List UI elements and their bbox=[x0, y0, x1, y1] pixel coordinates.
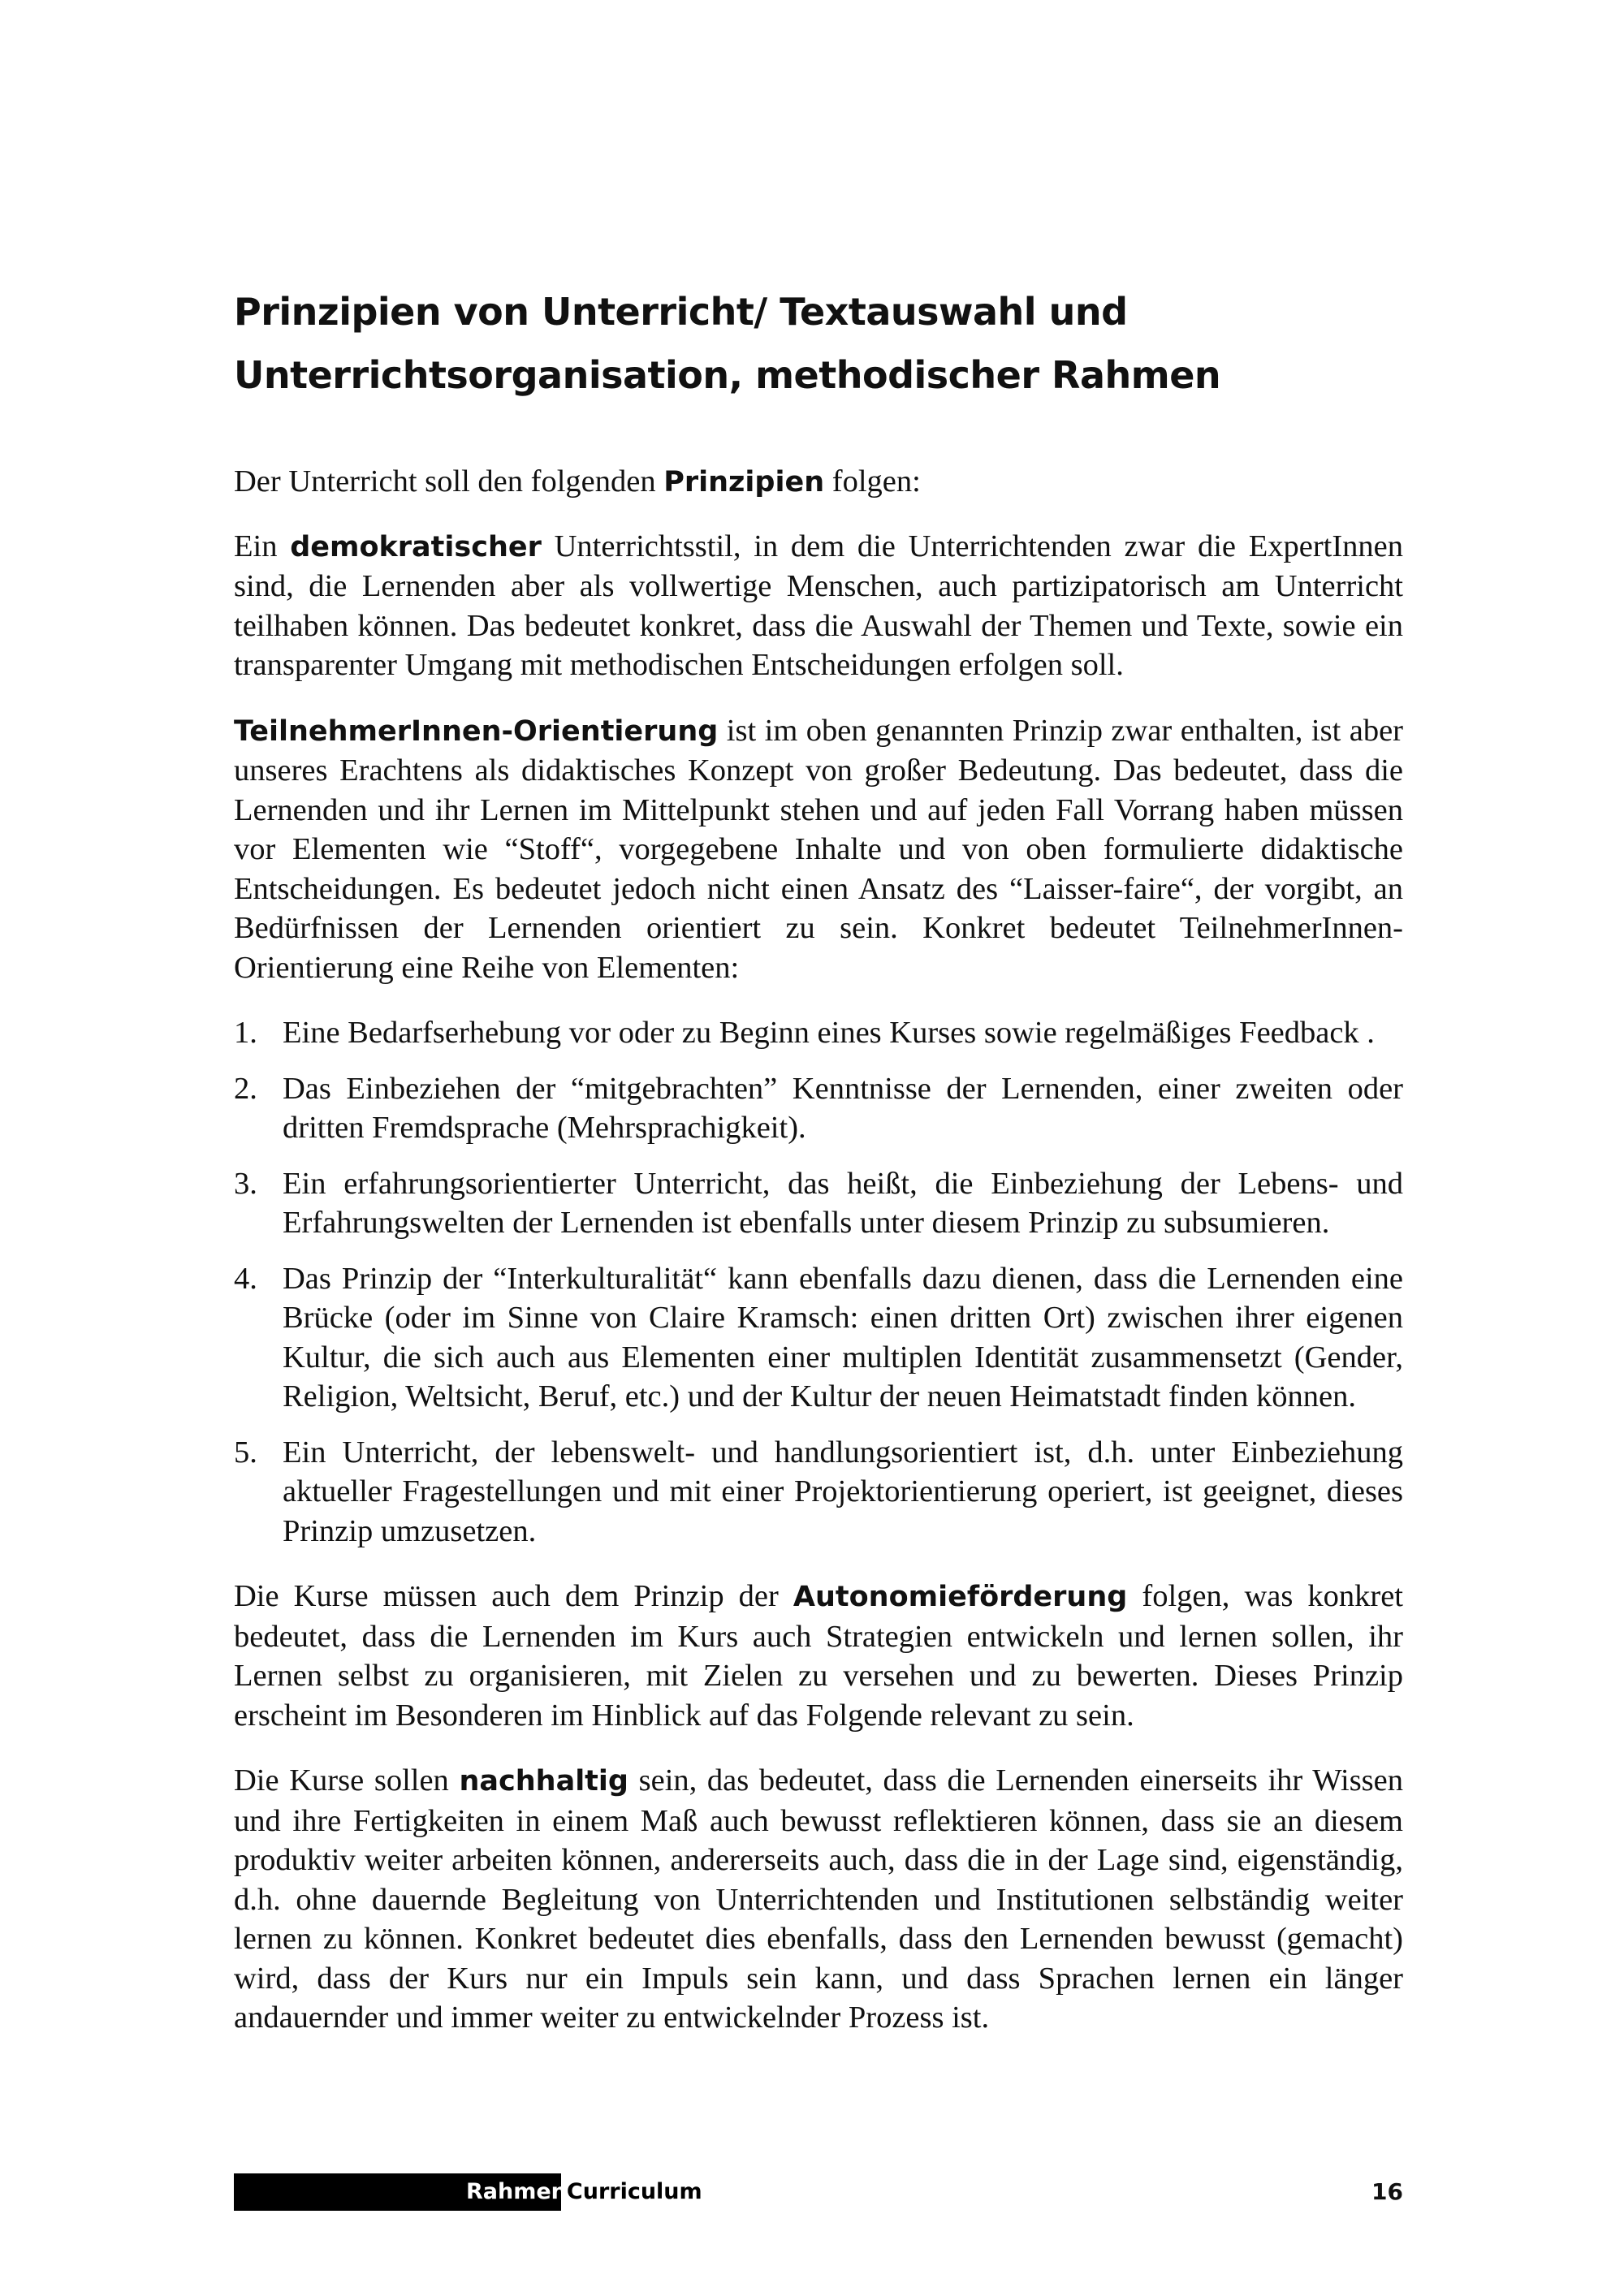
list-item bbox=[234, 1069, 1403, 1148]
keyword-demokratischer: demokratischer bbox=[290, 530, 542, 563]
footer-brand-part-rahmen: Rahmen bbox=[466, 2179, 567, 2204]
list-item-number: 2. bbox=[234, 1071, 257, 1106]
list-item-text: Ein erfahrungsorientierter Unterricht, das heißt, die Einbeziehung der Lebens- und Erfahrungswelten der Lernenden ist ebenfalls unter diesem Prinzip zu subsumieren. bbox=[283, 1166, 1403, 1240]
footer-brand bbox=[466, 2173, 702, 2211]
footer-brand-part-curriculum: Curriculum bbox=[566, 2179, 702, 2204]
sustainable-text-before: Die Kurse sollen bbox=[234, 1763, 460, 1798]
page-footer bbox=[234, 2173, 1403, 2211]
intro-text-after: folgen: bbox=[824, 464, 921, 498]
autonomy-text-before: Die Kurse müssen auch dem Prinzip der bbox=[234, 1579, 793, 1613]
list-item bbox=[234, 1433, 1403, 1552]
elements-list bbox=[234, 1013, 1403, 1551]
sustainable-text-after: sein, das bedeutet, dass die Lernenden einerseits ihr Wissen und ihre Fertigkeiten in einem Maß auch bewusst reflektieren können, dass sie an diesem produktiv weiter arbeiten können, andererseits auch, dass die in der Lage sind, eigenständig, d.h. ohne dauernde Begleitung von Unterrichtenden und Institutionen selbständig weiter lernen zu können. Konkret bedeutet dies ebenfalls, dass den Lernenden bewusst (gemacht) wird, dass der Kurs nur ein Impuls sein kann, und dass Sprachen lernen ein länger andauernder und immer weiter zu entwickelnder Prozess ist. bbox=[234, 1763, 1403, 2035]
title-line-2: Unterrichtsorganisation, methodischer Rahmen bbox=[234, 353, 1221, 397]
intro-paragraph bbox=[234, 462, 1403, 503]
keyword-nachhaltig: nachhaltig bbox=[459, 1765, 628, 1798]
keyword-autonomiefoerderung: Autonomieförderung bbox=[793, 1581, 1128, 1613]
intro-text-before: Der Unterricht soll den folgenden bbox=[234, 464, 664, 498]
keyword-teilnehmerinnen-orientierung: TeilnehmerInnen-Orientierung bbox=[234, 714, 719, 748]
participant-orientation-paragraph bbox=[234, 711, 1403, 988]
autonomy-paragraph bbox=[234, 1577, 1403, 1735]
list-item-text: Das Prinzip der “Interkulturalität“ kann ebenfalls dazu dienen, dass die Lernenden eine Brücke (oder im Sinne von Claire Kramsch: einen dritten Ort) zwischen ihrer eigenen Kultur, die sich auch aus Elementen einer multiplen Identität zusammensetzt (Gender, Religion, Weltsicht, Beruf, etc.) und der Kultur der neuen Heimatstadt finden können. bbox=[283, 1261, 1403, 1413]
sustainability-paragraph bbox=[234, 1761, 1403, 2038]
list-item bbox=[234, 1164, 1403, 1243]
page-content bbox=[234, 280, 1403, 2064]
democratic-text-after: Unterrichtsstil, in dem die Unterrichtenden zwar die ExpertInnen sind, die Lernenden aber als vollwertige Menschen, auch partizipatorisch am Unterricht teilhaben können. Das bedeutet konkret, dass die Auswahl der Themen und Texte, sowie ein transparenter Umgang mit methodischen Entscheidungen erfolgen soll. bbox=[234, 529, 1403, 682]
list-item-number: 1. bbox=[234, 1016, 257, 1050]
list-item-number: 3. bbox=[234, 1166, 257, 1201]
keyword-prinzipien: Prinzipien bbox=[663, 466, 825, 498]
list-item-text: Das Einbeziehen der “mitgebrachten” Kenntnisse der Lernenden, einer zweiten oder dritten Fremdsprache (Mehrsprachigkeit). bbox=[283, 1071, 1403, 1145]
list-item-number: 4. bbox=[234, 1261, 257, 1296]
list-item bbox=[234, 1259, 1403, 1417]
participant-text-after: ist im oben genannten Prinzip zwar enthalten, ist aber unseres Erachtens als didaktisches Konzept von großer Bedeutung. Das bedeutet, dass die Lernenden und ihr Lernen im Mittelpunkt stehen und auf jeden Fall Vorrang haben müssen vor Elementen wie “Stoff“, vorgegebene Inhalte und von oben formulierte didaktische Entscheidungen. Es bedeutet jedoch nicht einen Ansatz des “Laisser-faire“, der vorgibt, an Bedürfnissen der Lernenden orientiert zu sein. Konkret bedeutet TeilnehmerInnen-Orientierung eine Reihe von Elementen: bbox=[234, 713, 1403, 985]
list-item-text: Ein Unterricht, der lebenswelt- und handlungsorientiert ist, d.h. unter Einbeziehung aktueller Fragestellungen und mit einer Projektorientierung operiert, ist geeignet, dieses Prinzip umzusetzen. bbox=[283, 1435, 1403, 1548]
democratic-paragraph bbox=[234, 527, 1403, 685]
title-line-1: Prinzipien von Unterricht/ Textauswahl und bbox=[234, 290, 1128, 334]
list-item-text: Eine Bedarfserhebung vor oder zu Beginn eines Kurses sowie regelmäßiges Feedback . bbox=[283, 1016, 1375, 1050]
page-title bbox=[234, 280, 1403, 407]
list-item bbox=[234, 1013, 1403, 1053]
list-item-number: 5. bbox=[234, 1435, 257, 1470]
autonomy-text-after: folgen, was konkret bedeutet, dass die Lernenden im Kurs auch Strategien entwickeln und lernen sollen, ihr Lernen selbst zu organisieren, mit Zielen zu versehen und zu bewerten. Dieses Prinzip erscheint im Besonderen im Hinblick auf das Folgende relevant zu sein. bbox=[234, 1579, 1403, 1733]
democratic-text-before: Ein bbox=[234, 529, 291, 563]
page-number: 16 bbox=[1371, 2178, 1403, 2205]
